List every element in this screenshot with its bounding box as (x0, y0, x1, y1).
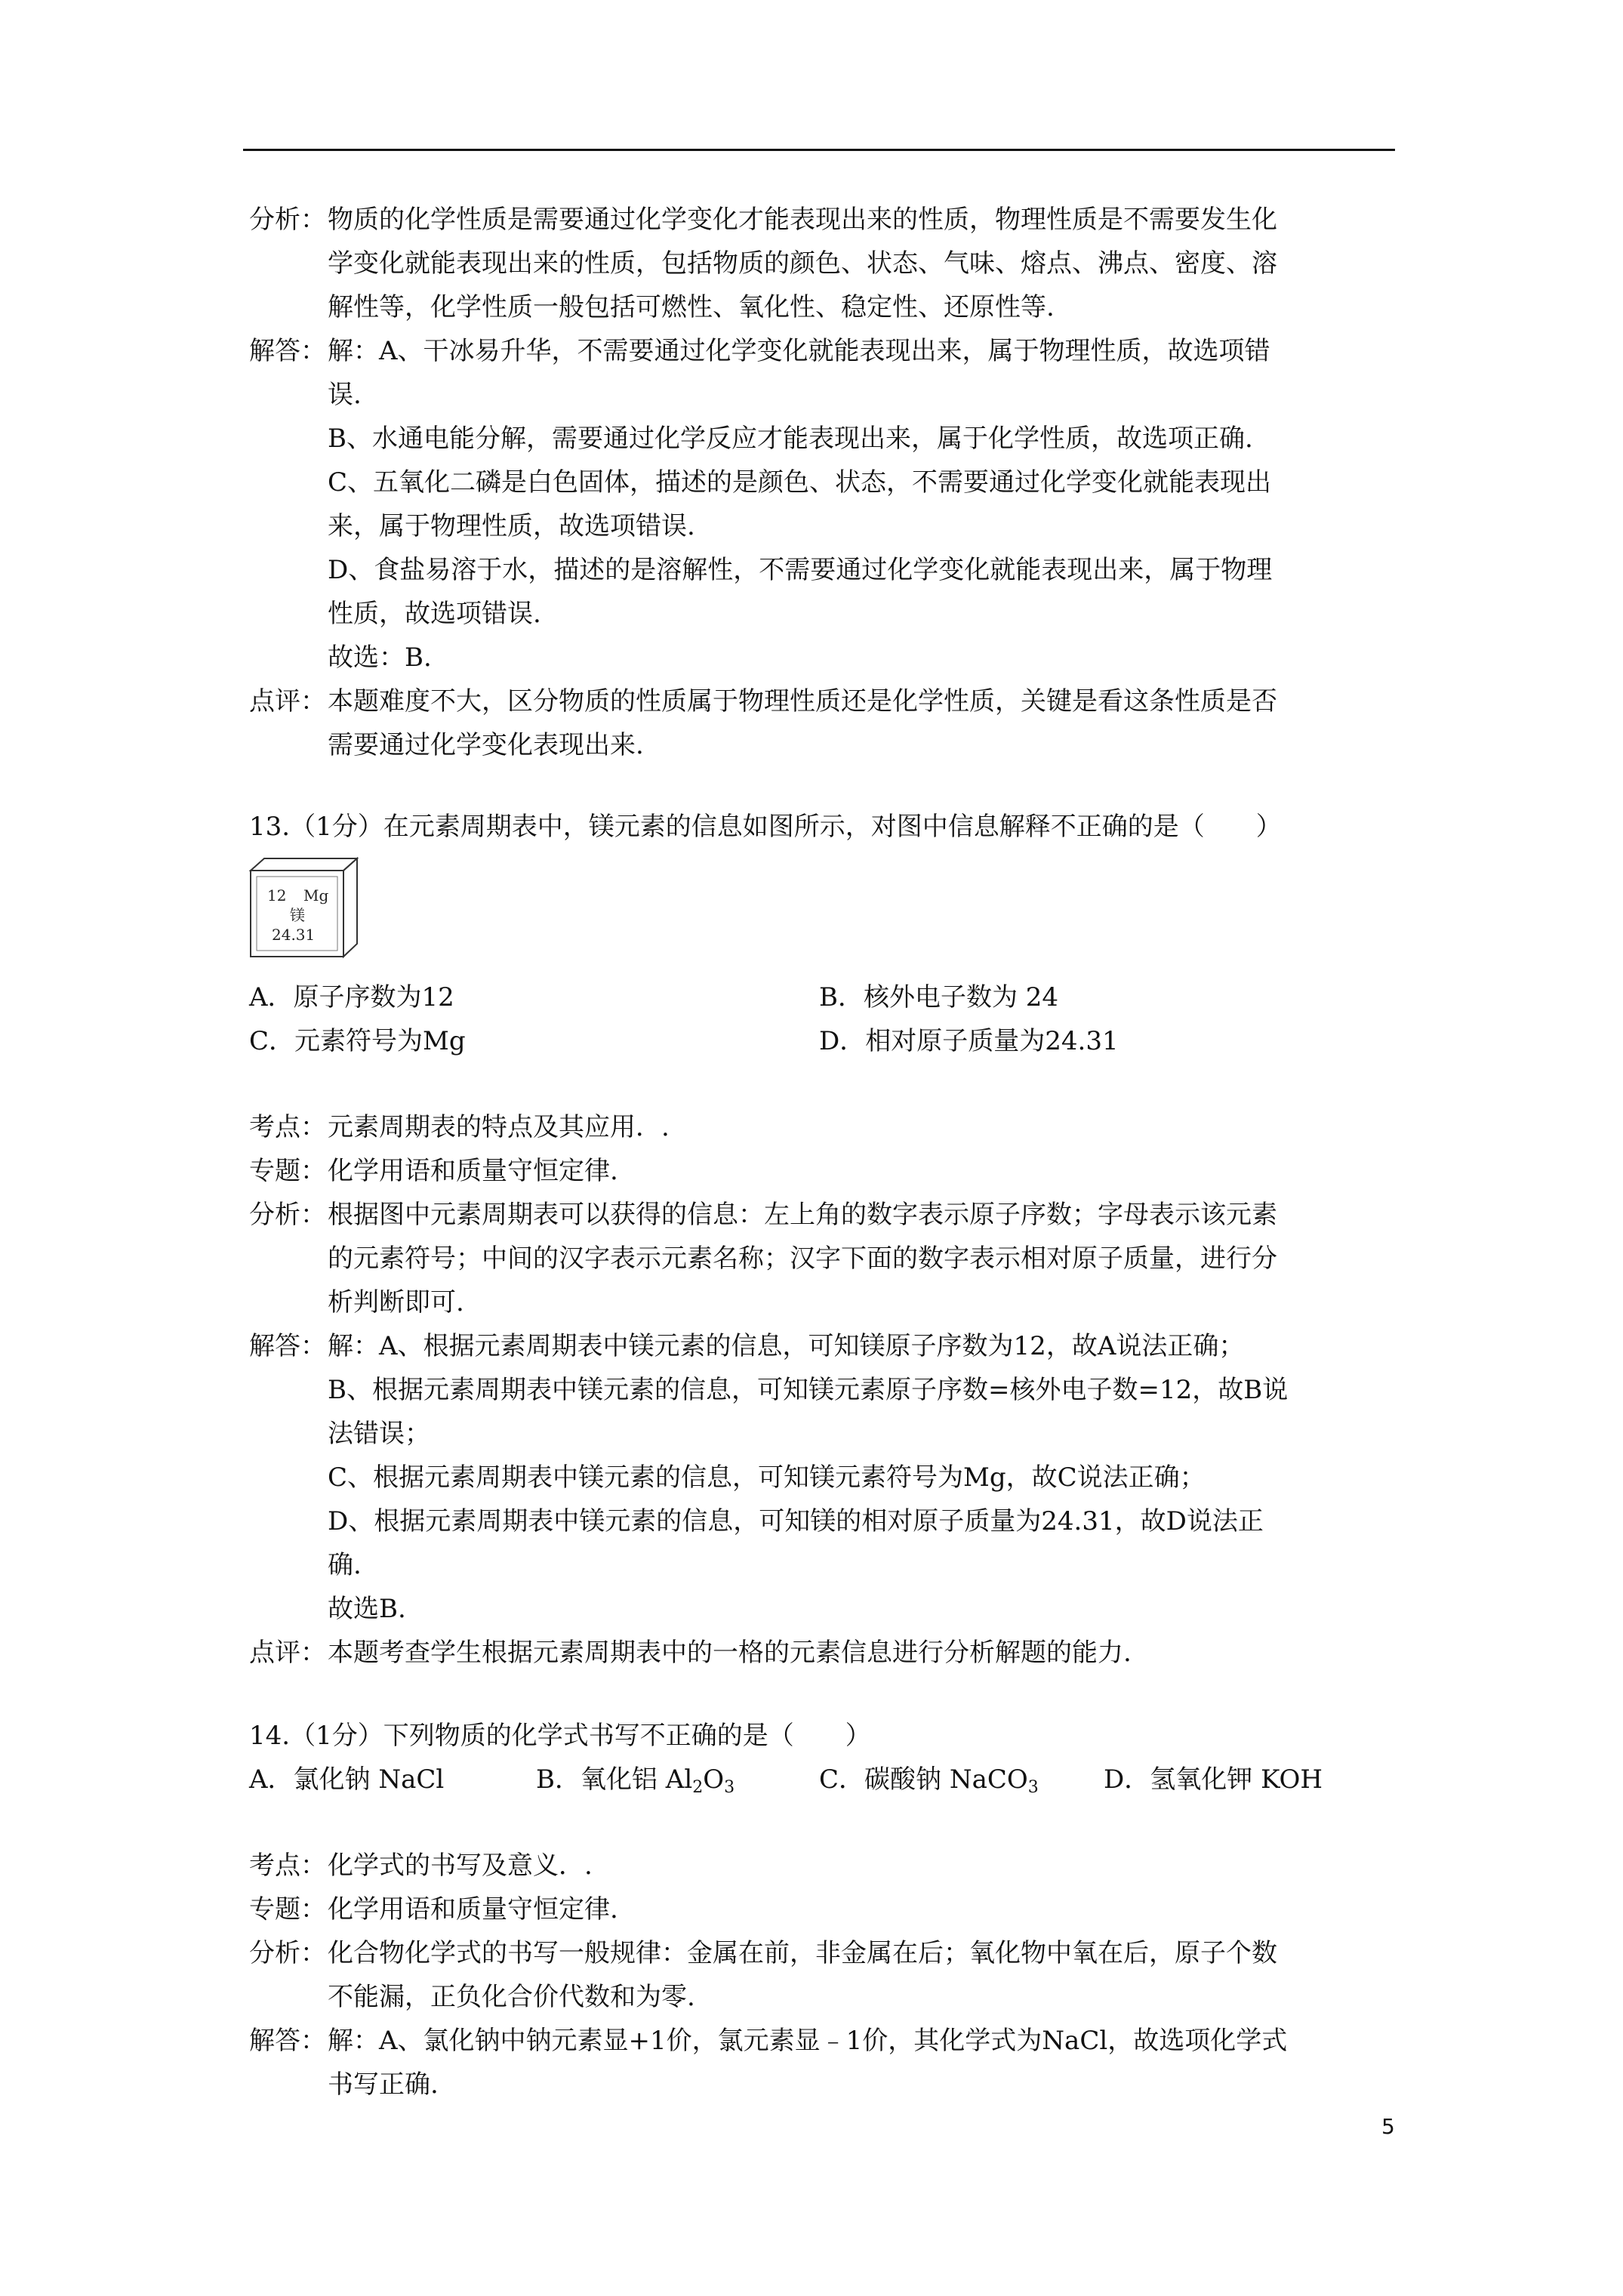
element-symbol: Mg (303, 886, 329, 905)
line: D、食盐易溶于水，描述的是溶解性，不需要通过化学变化就能表现出来，属于物理 (328, 555, 1273, 585)
page-number: 5 (1381, 2114, 1395, 2139)
line: 误. (328, 380, 362, 410)
element-number: 12 (267, 886, 287, 905)
q14-option-d: D．氢氧化钾 KOH (1104, 1764, 1323, 1795)
q13-comment (249, 1631, 1397, 1675)
line: 的元素符号；中间的汉字表示元素名称；汉字下面的数字表示相对原子质量，进行分 (328, 1244, 1277, 1274)
line: 故选：B. (328, 643, 432, 673)
q13-analysis (249, 1193, 1397, 1324)
label: 专题： (249, 1156, 326, 1186)
line: 性质，故选项错误. (328, 599, 541, 629)
line: 本题考查学生根据元素周期表中的一格的元素信息进行分析解题的能力. (328, 1638, 1132, 1668)
line: 需要通过化学变化表现出来. (328, 730, 644, 760)
line: 元素周期表的特点及其应用．. (328, 1112, 670, 1142)
q14-answer (249, 2019, 1397, 2106)
subscript: 3 (724, 1778, 735, 1797)
line: 解：A、氯化钠中钠元素显+1价，氯元素显﹣1价，其化学式为NaCl，故选项化学式 (328, 2026, 1288, 2056)
element-cell-figure (249, 857, 359, 959)
line: 法错误； (328, 1419, 430, 1449)
line: 化合物化学式的书写一般规律：金属在前，非金属在后；氧化物中氧在后，原子个数 (328, 1938, 1277, 1968)
label: 考点： (249, 1112, 326, 1142)
line: 物质的化学性质是需要通过化学变化才能表现出来的性质，物理性质是不需要发生化 (328, 205, 1277, 235)
q12-answer (249, 329, 1397, 680)
line: 书写正确. (328, 2069, 439, 2100)
q14-analysis (249, 1931, 1397, 2019)
line: 学变化就能表现出来的性质，包括物质的颜色、状态、气味、熔点、沸点、密度、溶 (328, 248, 1277, 279)
element-mass: 24.31 (272, 926, 316, 944)
q14-topic (249, 1844, 1397, 1931)
q14-option-b (536, 1758, 735, 1801)
label: 分析： (249, 1938, 326, 1968)
label: 考点： (249, 1851, 326, 1881)
q13-option-d: D．相对原子质量为24.31 (819, 1026, 1119, 1056)
q14-option-a: A．氯化钠 NaCl (249, 1764, 445, 1795)
q13-answer (249, 1324, 1397, 1631)
q14-option-c (819, 1758, 1039, 1801)
q13-option-a: A．原子序数为12 (249, 982, 454, 1012)
subscript: 3 (1027, 1778, 1039, 1797)
line: 化学用语和质量守恒定律. (328, 1894, 618, 1925)
element-name: 镁 (290, 906, 305, 924)
label: 解答： (249, 2026, 326, 2056)
q13-option-c: C．元素符号为Mg (249, 1026, 466, 1056)
q14-option-b-text: B．氧化铝 Al (536, 1764, 693, 1795)
q12-comment (249, 680, 1397, 767)
line: 析判断即可. (328, 1287, 464, 1318)
q12-analysis (249, 198, 1397, 329)
q14-option-b-text: O (703, 1764, 725, 1795)
line: 解：A、根据元素周期表中镁元素的信息，可知镁原子序数为12，故A说法正确； (328, 1331, 1245, 1361)
q13-topic (249, 1105, 1397, 1193)
header-rule (243, 149, 1395, 151)
line: 来，属于物理性质，故选项错误. (328, 511, 695, 541)
line: 故选B. (328, 1594, 406, 1624)
q14-stem: 14.（1分）下列物质的化学式书写不正确的是（ ） (249, 1721, 871, 1751)
line: 根据图中元素周期表可以获得的信息：左上角的数字表示原子序数；字母表示该元素 (328, 1200, 1277, 1230)
line: B、水通电能分解，需要通过化学反应才能表现出来，属于化学性质，故选项正确. (328, 424, 1253, 454)
q14-option-c-text: C．碳酸钠 NaCO (819, 1764, 1028, 1795)
line: 不能漏，正负化合价代数和为零. (328, 1982, 695, 2012)
line: C、根据元素周期表中镁元素的信息，可知镁元素符号为Mg，故C说法正确； (328, 1462, 1206, 1493)
subscript: 2 (692, 1778, 704, 1797)
label: 点评： (249, 1638, 326, 1668)
line: 解性等，化学性质一般包括可燃性、氧化性、稳定性、还原性等. (328, 292, 1055, 322)
line: B、根据元素周期表中镁元素的信息，可知镁元素原子序数=核外电子数=12，故B说 (328, 1375, 1289, 1405)
line: D、根据元素周期表中镁元素的信息，可知镁的相对原子质量为24.31，故D说法正 (328, 1506, 1264, 1536)
line: 化学式的书写及意义．. (328, 1851, 593, 1881)
label: 解答： (249, 1331, 326, 1361)
line: C、五氧化二磷是白色固体，描述的是颜色、状态，不需要通过化学变化就能表现出 (328, 467, 1272, 498)
label: 分析： (249, 205, 326, 235)
q13-option-b: B．核外电子数为 24 (819, 982, 1059, 1012)
label: 分析： (249, 1200, 326, 1230)
line: 本题难度不大，区分物质的性质属于物理性质还是化学性质，关键是看这条性质是否 (328, 686, 1277, 717)
line: 化学用语和质量守恒定律. (328, 1156, 618, 1186)
label: 点评： (249, 686, 326, 717)
label: 专题： (249, 1894, 326, 1925)
q13-stem: 13.（1分）在元素周期表中，镁元素的信息如图所示，对图中信息解释不正确的是（ ） (249, 812, 1282, 842)
label: 解答： (249, 336, 326, 366)
line: 确. (328, 1550, 362, 1580)
line: 解：A、干冰易升华，不需要通过化学变化就能表现出来，属于物理性质，故选项错 (328, 336, 1270, 366)
